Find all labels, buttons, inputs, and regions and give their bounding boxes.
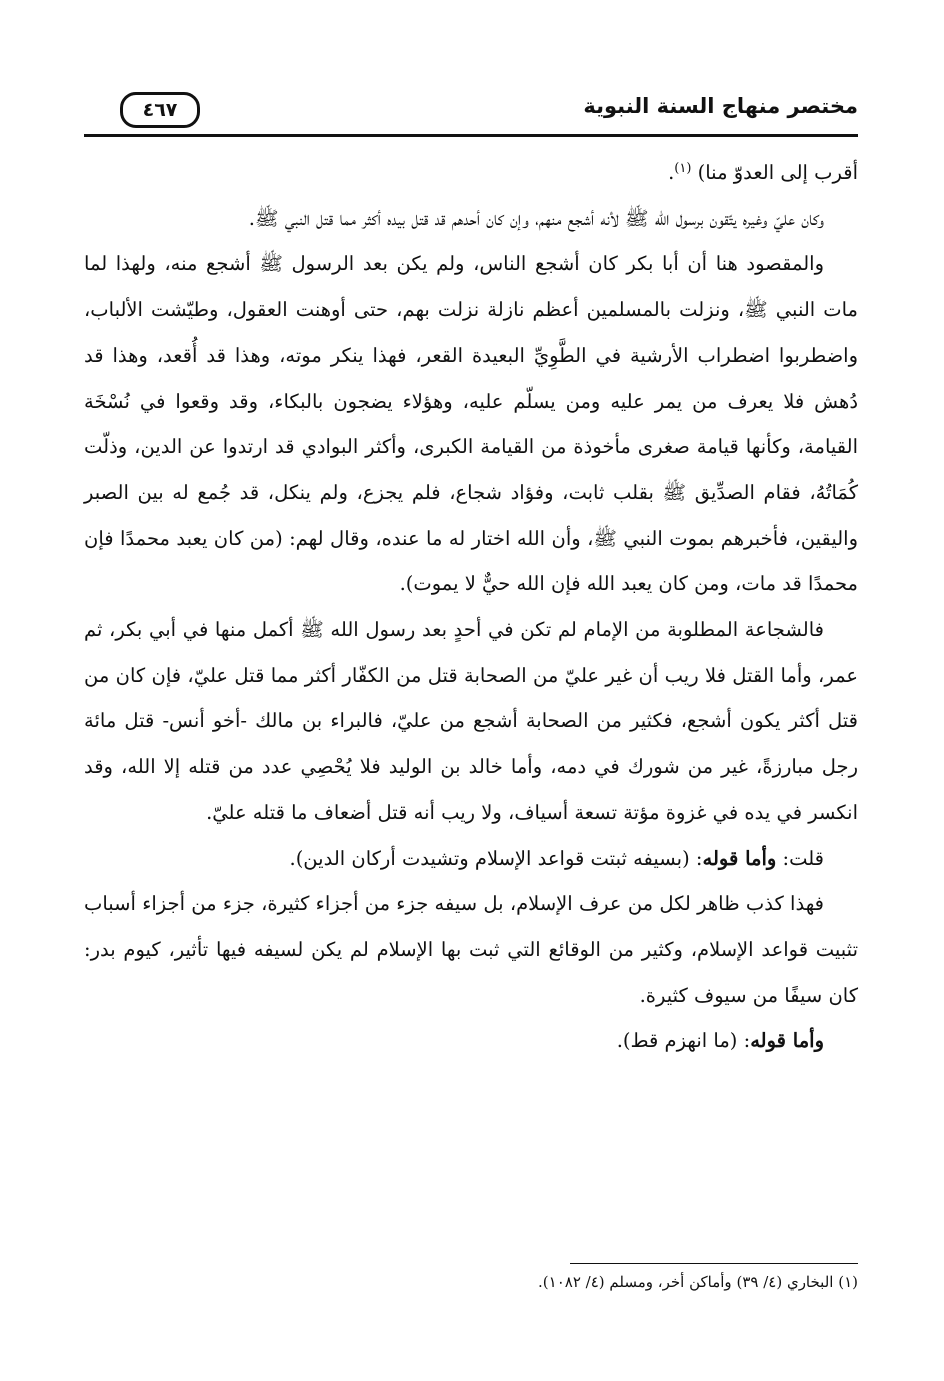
footnote-rule [570,1263,858,1264]
paragraph-7-bold: وأما قوله [750,1029,824,1053]
paragraph-5 [84,836,858,882]
main-text [84,146,858,1064]
book-title: مختصر منهاج السنة النبوية [583,94,858,118]
paragraph-5-bold: وأما قوله [702,846,777,870]
paragraph-3: والمقصود هنا أن أبا بكر كان أشجع الناس، ولم يكن بعد الرسول ﷺ أشجع منه، ولهذا لما مات النبي ﷺ، ونزلت بالمسلمين أعظم نازلة نزلت بهم، حتى أوهنت العقول، وطيّشت الألباب، واضطربوا اضطراب الأرشية في الطَّوِيِّ البعيدة القعر، فهذا ينكر موته، وهذا قد أُقعد، وهذا قد دُهش فلا يعرف من يمر عليه ومن يسلّم عليه، وهؤلاء يضجون بالبكاء، وقد وقعوا في نُسْخَة القيامة، وكأنها قيامة صغرى مأخوذة من القيامة الكبرى، وأكثر البوادي قد ارتدوا عن الدين، وذلّت كُمَاتُهُ، فقام الصدِّيق ﷺ بقلب ثابت، وفؤاد شجاع، فلم يجزع، ولم ينكل، قد جُمع له بين الصبر واليقين، فأخبرهم بموت النبي ﷺ، وأن الله اختار له ما عنده، وقال لهم: (من كان يعبد محمدًا فإن محمدًا قد مات، ومن كان يعبد الله فإن الله حيٌّ لا يموت). [84,252,858,596]
header-rule [84,134,858,137]
paragraph-1 [84,146,858,196]
paragraph-5-prefix: قلت: [776,846,824,870]
paragraph-6: فهذا كذب ظاهر لكل من عرف الإسلام، بل سيفه جزء من أجزاء كثيرة، جزء من أجزاء أسباب تثبيت قواعد الإسلام، وكثير من الوقائع التي ثبت بها الإسلام لم يكن لسيفه فيها تأثير، كيوم بدر: كان سيفًا من سيوف كثيرة. [84,892,858,1007]
running-header [84,86,858,136]
paragraph-1-text: أقرب إلى العدوّ منا) [691,161,858,184]
paragraph-7 [84,1018,858,1064]
page-number: ٤٦٧ [120,92,200,128]
paragraph-4: فالشجاعة المطلوبة من الإمام لم تكن في أحدٍ بعد رسول الله ﷺ أكمل منها في أبي بكر، ثم عمر، وأما القتل فلا ريب أن غير عليّ من الصحابة قتل من الكفّار أكثر مما قتل عليّ، فإن كان من قتل أكثر يكون أشجع، فكثير من الصحابة أشجع من عليّ، فالبراء بن مالك -أخو أنس- قتل مائة رجل مبارزةً، غير من شورك في دمه، وأما خالد بن الوليد فلا يُحْصِي عدد من قتله إلا الله، وقد انكسر في يده في غزوة مؤتة تسعة أسياف، ولا ريب أنه قتل أضعاف ما قتله عليّ. [84,618,858,824]
paragraph-2: وكان عليّ وغيره يتّقون برسول الله ﷺ لأنه أشجع منهم، وإن كان أحدهم قد قتل بيده أكثر مما قتل النبي ﷺ. [248,206,824,230]
paragraph-5-rest: : (بسيفه ثبتت قواعد الإسلام وتشيدت أركان الدين). [289,846,703,870]
footnote-ref: (١) [674,161,692,176]
footnote: (١) البخاري (٤/ ٣٩) وأماكن أخر، ومسلم (٤/ ١٠٨٢). [538,1273,858,1291]
paragraph-1-end: . [668,161,675,184]
paragraph-7-rest: : (ما انهزم قط). [616,1029,751,1053]
